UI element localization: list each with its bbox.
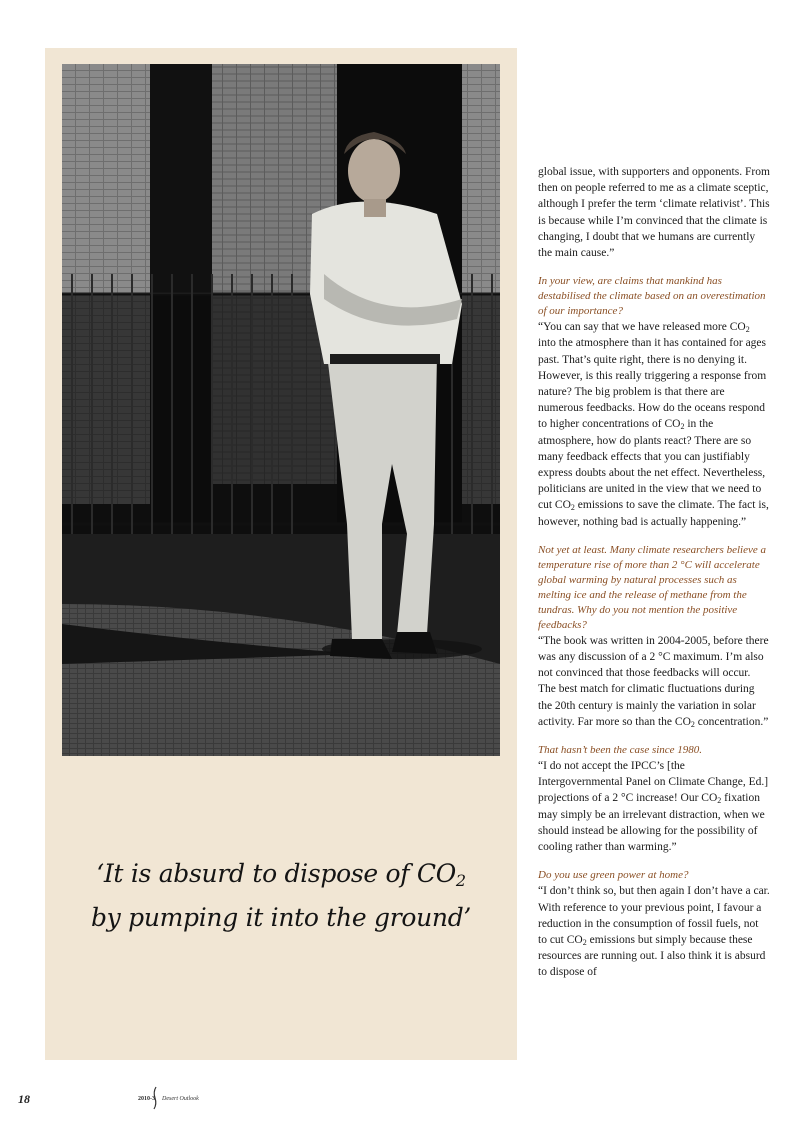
footer-issue: 2010-3: [138, 1096, 155, 1102]
footer-publication: Desert Outlook: [162, 1096, 199, 1102]
answer-2: “The book was written in 2004-2005, before there was any discussion of a 2 °C maximum. I’m also not convinced that those feedbacks will occur. The best match for climatic fluctuations during the 20th century is mainly the variation in solar activity. Far more so than the $CO_2$ concentration.”: [538, 634, 769, 729]
portrait-photo: [62, 64, 500, 756]
answer-1: “You can say that we have released more $CO_2$ into the atmosphere than it has contained for ages past. That’s quite right, there is no denying it. However, is this really triggering a response from nature? The big problem is that there are numerous feedbacks. How do the oceans respond to higher concentrations of $CO_2$ in the atmosphere, how do plants react? There are so many feedback effects that you can justifiably express doubts about the net effect. Nevertheless, politicians are united in the view that we need to cut $CO_2$ emissions to save the climate. The fact is, however, nothing bad is actually happening.”: [538, 321, 769, 528]
pull-quote-line-1: ‘It is absurd to dispose of $CO_2$: [96, 859, 466, 890]
question-4: Do you use green power at home?: [538, 869, 689, 882]
answer-4: “I don’t think so, but then again I don’t have a car. With reference to your previous point, I favour a reduction in the consumption of fossil fuels, not to cut $CO_2$ emissions but simply because these resources are running out. I also think it is absurd to dispose of: [538, 885, 770, 979]
question-2: Not yet at least. Many climate researchers believe a temperature rise of more than 2 °C will accelerate global warming by natural processes such as melting ice and the release of methane from the tundras. Why do you not mention the positive feedbacks?: [538, 543, 766, 631]
paragraph-intro: global issue, with supporters and opponents. From then on people referred to me as a climate sceptic, although I prefer the term ‘climate relativist’. This is because while I’m convinced that the climate is changing, I doubt that we humans are currently the main cause.”: [538, 166, 770, 260]
article-column: [538, 164, 770, 981]
pull-quote-line-2: by pumping it into the ground’: [90, 903, 472, 932]
footer-divider-icon: [150, 1086, 160, 1110]
page-number: 18: [18, 1092, 30, 1106]
question-1: In your view, are claims that mankind has destabilised the climate based on an overestimation of our importance?: [538, 275, 766, 318]
question-3: That hasn’t been the case since 1980.: [538, 744, 703, 757]
pull-quote: [62, 852, 500, 940]
answer-3: “I do not accept the IPCC’s [the Intergovernmental Panel on Climate Change, Ed.] projections of a 2 °C increase! Our $CO_2$ fixation may simply be an irrelevant distraction, when we should instead be allowing for the possibility of cooling rather than warming.”: [538, 760, 769, 854]
